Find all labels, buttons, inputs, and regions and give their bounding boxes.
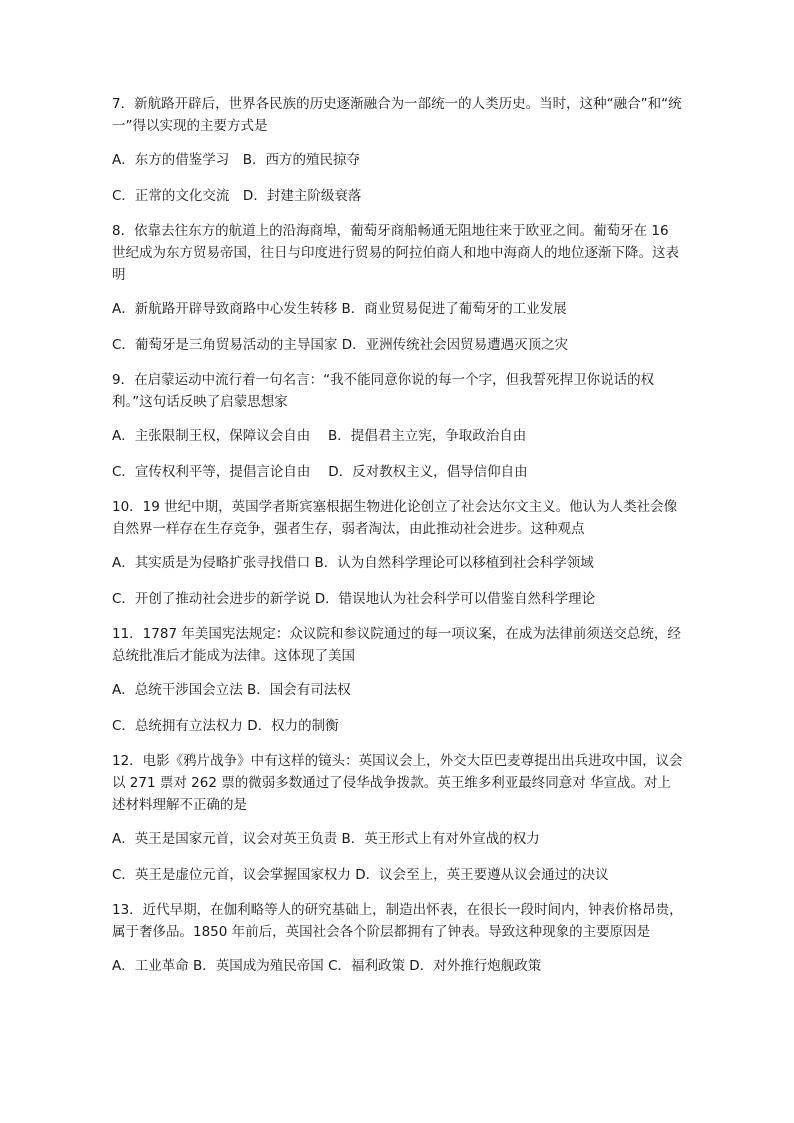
question-7 (112, 93, 684, 207)
question-10 (112, 496, 684, 610)
question-stem: 13．近代早期，在伽利略等人的研究基础上，制造出怀表，在很长一段时间内，钟表价格昂贵，属于奢侈品。1850 年前后，英国社会各个阶层都拥有了钟表。导致这种现象的主要原因是 (112, 902, 683, 940)
question-stem: 11．1787 年美国宪法规定：众议院和参议院通过的每一项议案，在成为法律前须送交总统，经总统批准后才能成为法律。这体现了美国 (112, 626, 681, 664)
question-option: A．总统干涉国会立法 B．国会有司法权 (112, 682, 351, 698)
question-11 (112, 623, 684, 737)
question-stem: 12．电影《鸦片战争》中有这样的镜头：英国议会上，外交大臣巴麦尊提出出兵进攻中国，议会以 271 票对 262 票的微弱多数通过了侵华战争拨款。英王维多利亚最终同意对 华宣战。对上述材料理解不正确的是 (112, 753, 683, 813)
question-option: C．开创了推动社会进步的新学说 D．错误地认为社会科学可以借鉴自然科学理论 (112, 591, 596, 607)
question-option: A．其实质是为侵略扩张寻找借口 B．认为自然科学理论可以移植到社会科学领域 (112, 555, 594, 571)
question-option: A．新航路开辟导致商路中心发生转移 B．商业贸易促进了葡萄牙的工业发展 (112, 301, 567, 317)
question-option: A．东方的借鉴学习 B．西方的殖民掠夺 (112, 152, 360, 168)
question-option: C．正常的文化交流 D．封建主阶级衰落 (112, 188, 362, 204)
question-stem: 9．在启蒙运动中流行着一句名言：“我不能同意你说的每一个字，但我誓死捍卫你说话的权利。”这句话反映了启蒙思想家 (112, 372, 655, 410)
question-option: C．总统拥有立法权力 D．权力的制衡 (112, 718, 339, 734)
question-option: A．主张限制王权，保障议会自由 B．提倡君主立宪，争取政治自由 (112, 428, 527, 444)
question-option: C．英王是虚位元首，议会掌握国家权力 D．议会至上，英王要遵从议会通过的决议 (112, 867, 609, 883)
question-stem: 7．新航路开辟后，世界各民族的历史逐渐融合为一部统一的人类历史。当时，这种“融合”和“统一”得以实现的主要方式是 (112, 96, 682, 134)
question-9 (112, 369, 684, 483)
question-option: C．宣传权利平等，提倡言论自由 D．反对教权主义，倡导信仰自由 (112, 464, 528, 480)
question-stem: 10．19 世纪中期，英国学者斯宾塞根据生物进化论创立了社会达尔文主义。他认为人类社会像自然界一样存在生存竞争，强者生存，弱者淘汰，由此推动社会进步。这种观点 (112, 499, 678, 537)
question-option: A．工业革命 B．英国成为殖民帝国 C．福利政策 D．对外推行炮舰政策 (112, 958, 542, 974)
question-option: C．葡萄牙是三角贸易活动的主导国家 D．亚洲传统社会因贸易遭遇灭顶之灾 (112, 337, 569, 353)
question-13 (112, 899, 684, 977)
question-option: A．英王是国家元首，议会对英王负责 B．英王形式上有对外宣战的权力 (112, 831, 540, 847)
question-12 (112, 750, 684, 886)
question-stem: 8．依靠去往东方的航道上的沿海商埠，葡萄牙商船畅通无阻地往来于欧亚之间。葡萄牙在 16 世纪成为东方贸易帝国，往日与印度进行贸易的阿拉伯商人和地中海商人的地位逐渐下降。这表明 (112, 223, 679, 283)
question-8 (112, 220, 684, 356)
